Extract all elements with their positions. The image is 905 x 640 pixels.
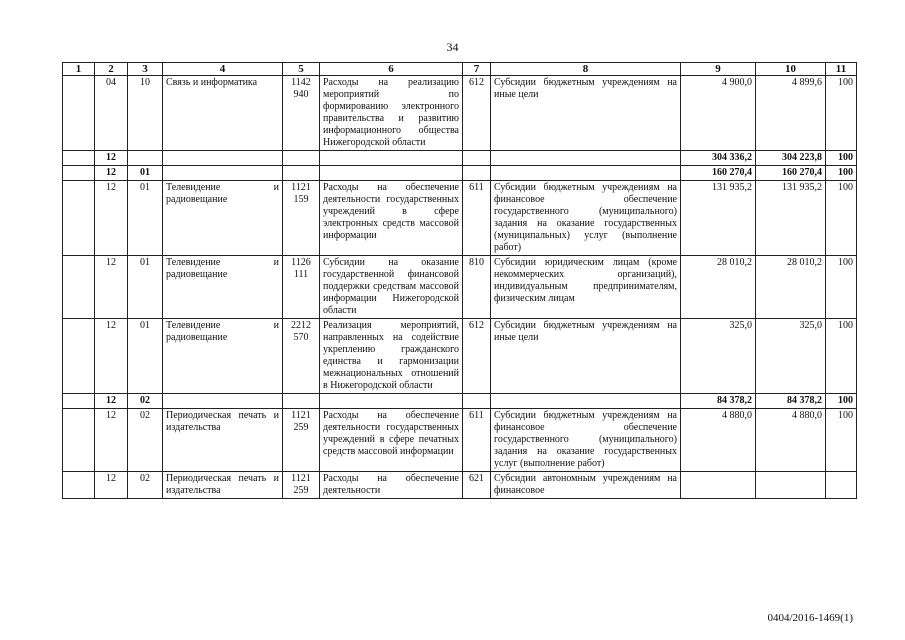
cell-percent: 100 bbox=[826, 319, 857, 394]
budget-table bbox=[62, 62, 857, 499]
cell-subsection: 02 bbox=[128, 394, 163, 409]
col-header-2: 2 bbox=[95, 63, 128, 76]
cell-col1 bbox=[63, 256, 95, 319]
cell-section-name: Телевидение и радиовещание bbox=[163, 319, 283, 394]
cell-section-name bbox=[163, 394, 283, 409]
subtotal-row bbox=[63, 166, 857, 181]
cell-target-code: 2212 570 bbox=[283, 319, 320, 394]
table-row bbox=[63, 181, 857, 256]
cell-section: 12 bbox=[95, 319, 128, 394]
cell-subsection: 01 bbox=[128, 166, 163, 181]
cell-actual: 4 899,6 bbox=[756, 76, 826, 151]
cell-planned: 4 880,0 bbox=[681, 409, 756, 472]
cell-planned: 325,0 bbox=[681, 319, 756, 394]
cell-section: 12 bbox=[95, 409, 128, 472]
cell-expense-name: Расходы на обеспечение деятельности государственных учреждений в сфере печатных средств массовой информации bbox=[320, 409, 463, 472]
col-header-11: 11 bbox=[826, 63, 857, 76]
cell-col1 bbox=[63, 151, 95, 166]
cell-section-name: Периодическая печать и издательства bbox=[163, 472, 283, 499]
cell-actual: 304 223,8 bbox=[756, 151, 826, 166]
cell-actual bbox=[756, 472, 826, 499]
cell-target-code: 1126 111 bbox=[283, 256, 320, 319]
cell-target-code bbox=[283, 394, 320, 409]
cell-section-name: Периодическая печать и издательства bbox=[163, 409, 283, 472]
cell-col1 bbox=[63, 472, 95, 499]
cell-col1 bbox=[63, 166, 95, 181]
cell-type-code bbox=[463, 151, 491, 166]
cell-type-name bbox=[491, 151, 681, 166]
cell-subsection: 01 bbox=[128, 319, 163, 394]
cell-type-name: Субсидии бюджетным учреждениям на финансовое обеспечение государственного (муниципального) задания на оказание государственных (муниципальных) услуг (выполнение работ) bbox=[491, 181, 681, 256]
cell-section: 12 bbox=[95, 472, 128, 499]
cell-planned: 28 010,2 bbox=[681, 256, 756, 319]
col-header-10: 10 bbox=[756, 63, 826, 76]
table-row bbox=[63, 409, 857, 472]
cell-type-code: 611 bbox=[463, 409, 491, 472]
cell-section: 12 bbox=[95, 256, 128, 319]
cell-section: 12 bbox=[95, 394, 128, 409]
cell-target-code: 1121 159 bbox=[283, 181, 320, 256]
header-row bbox=[63, 63, 857, 76]
cell-type-code: 621 bbox=[463, 472, 491, 499]
cell-type-name: Субсидии бюджетным учреждениям на иные цели bbox=[491, 76, 681, 151]
cell-section: 04 bbox=[95, 76, 128, 151]
cell-expense-name bbox=[320, 394, 463, 409]
cell-col1 bbox=[63, 76, 95, 151]
cell-percent: 100 bbox=[826, 151, 857, 166]
cell-expense-name: Реализация мероприятий, направленных на содействие укреплению гражданского единства и гармонизации межнациональных отношений в Нижегородской области bbox=[320, 319, 463, 394]
col-header-8: 8 bbox=[491, 63, 681, 76]
cell-section-name: Телевидение и радиовещание bbox=[163, 256, 283, 319]
cell-percent: 100 bbox=[826, 76, 857, 151]
cell-col1 bbox=[63, 319, 95, 394]
cell-type-code: 612 bbox=[463, 319, 491, 394]
cell-target-code bbox=[283, 166, 320, 181]
cell-actual: 28 010,2 bbox=[756, 256, 826, 319]
cell-type-name bbox=[491, 166, 681, 181]
cell-section-name bbox=[163, 166, 283, 181]
cell-expense-name: Расходы на реализацию мероприятий по формированию электронного правительства и развитию информационного общества Нижегородской области bbox=[320, 76, 463, 151]
cell-type-code: 611 bbox=[463, 181, 491, 256]
cell-planned: 160 270,4 bbox=[681, 166, 756, 181]
cell-target-code: 1121 259 bbox=[283, 409, 320, 472]
cell-percent: 100 bbox=[826, 166, 857, 181]
page-number: 34 bbox=[446, 40, 459, 54]
cell-planned: 4 900,0 bbox=[681, 76, 756, 151]
cell-expense-name: Расходы на обеспечение деятельности bbox=[320, 472, 463, 499]
col-header-5: 5 bbox=[283, 63, 320, 76]
cell-subsection: 02 bbox=[128, 472, 163, 499]
cell-expense-name bbox=[320, 166, 463, 181]
cell-section-name: Связь и информатика bbox=[163, 76, 283, 151]
table-row bbox=[63, 256, 857, 319]
col-header-7: 7 bbox=[463, 63, 491, 76]
cell-percent: 100 bbox=[826, 256, 857, 319]
cell-percent: 100 bbox=[826, 394, 857, 409]
col-header-4: 4 bbox=[163, 63, 283, 76]
cell-actual: 4 880,0 bbox=[756, 409, 826, 472]
cell-subsection: 01 bbox=[128, 256, 163, 319]
cell-section: 12 bbox=[95, 166, 128, 181]
cell-subsection: 01 bbox=[128, 181, 163, 256]
cell-type-code bbox=[463, 166, 491, 181]
col-header-1: 1 bbox=[63, 63, 95, 76]
cell-subsection: 02 bbox=[128, 409, 163, 472]
cell-target-code bbox=[283, 151, 320, 166]
cell-expense-name: Расходы на обеспечение деятельности государственных учреждений в сфере электронных средств массовой информации bbox=[320, 181, 463, 256]
cell-planned: 84 378,2 bbox=[681, 394, 756, 409]
cell-type-name: Субсидии бюджетным учреждениям на финансовое обеспечение государственного (муниципального) задания на оказание государственных услуг (выполнение работ) bbox=[491, 409, 681, 472]
table-row bbox=[63, 76, 857, 151]
cell-subsection: 10 bbox=[128, 76, 163, 151]
col-header-3: 3 bbox=[128, 63, 163, 76]
cell-target-code: 1142 940 bbox=[283, 76, 320, 151]
cell-section: 12 bbox=[95, 151, 128, 166]
cell-actual: 84 378,2 bbox=[756, 394, 826, 409]
cell-actual: 160 270,4 bbox=[756, 166, 826, 181]
cell-planned: 304 336,2 bbox=[681, 151, 756, 166]
cell-type-code: 810 bbox=[463, 256, 491, 319]
col-header-9: 9 bbox=[681, 63, 756, 76]
cell-subsection bbox=[128, 151, 163, 166]
cell-percent: 100 bbox=[826, 409, 857, 472]
cell-expense-name bbox=[320, 151, 463, 166]
cell-col1 bbox=[63, 409, 95, 472]
document-code: 0404/2016-1469(1) bbox=[767, 612, 853, 624]
table-row bbox=[63, 319, 857, 394]
cell-percent bbox=[826, 472, 857, 499]
cell-type-name bbox=[491, 394, 681, 409]
cell-actual: 131 935,2 bbox=[756, 181, 826, 256]
subtotal-row bbox=[63, 394, 857, 409]
cell-actual: 325,0 bbox=[756, 319, 826, 394]
cell-col1 bbox=[63, 394, 95, 409]
cell-target-code: 1121 259 bbox=[283, 472, 320, 499]
cell-section: 12 bbox=[95, 181, 128, 256]
cell-col1 bbox=[63, 181, 95, 256]
cell-type-name: Субсидии юридическим лицам (кроме некоммерческих организаций), индивидуальным предпринимателям, физическим лицам bbox=[491, 256, 681, 319]
cell-type-code: 612 bbox=[463, 76, 491, 151]
cell-section-name bbox=[163, 151, 283, 166]
col-header-6: 6 bbox=[320, 63, 463, 76]
table-row bbox=[63, 472, 857, 499]
cell-percent: 100 bbox=[826, 181, 857, 256]
cell-type-name: Субсидии бюджетным учреждениям на иные цели bbox=[491, 319, 681, 394]
cell-planned bbox=[681, 472, 756, 499]
cell-expense-name: Субсидии на оказание государственной финансовой поддержки средствам массовой информации Нижегородской области bbox=[320, 256, 463, 319]
cell-type-code bbox=[463, 394, 491, 409]
cell-type-name: Субсидии автономным учреждениям на финансовое bbox=[491, 472, 681, 499]
cell-section-name: Телевидение и радиовещание bbox=[163, 181, 283, 256]
subtotal-row bbox=[63, 151, 857, 166]
cell-planned: 131 935,2 bbox=[681, 181, 756, 256]
